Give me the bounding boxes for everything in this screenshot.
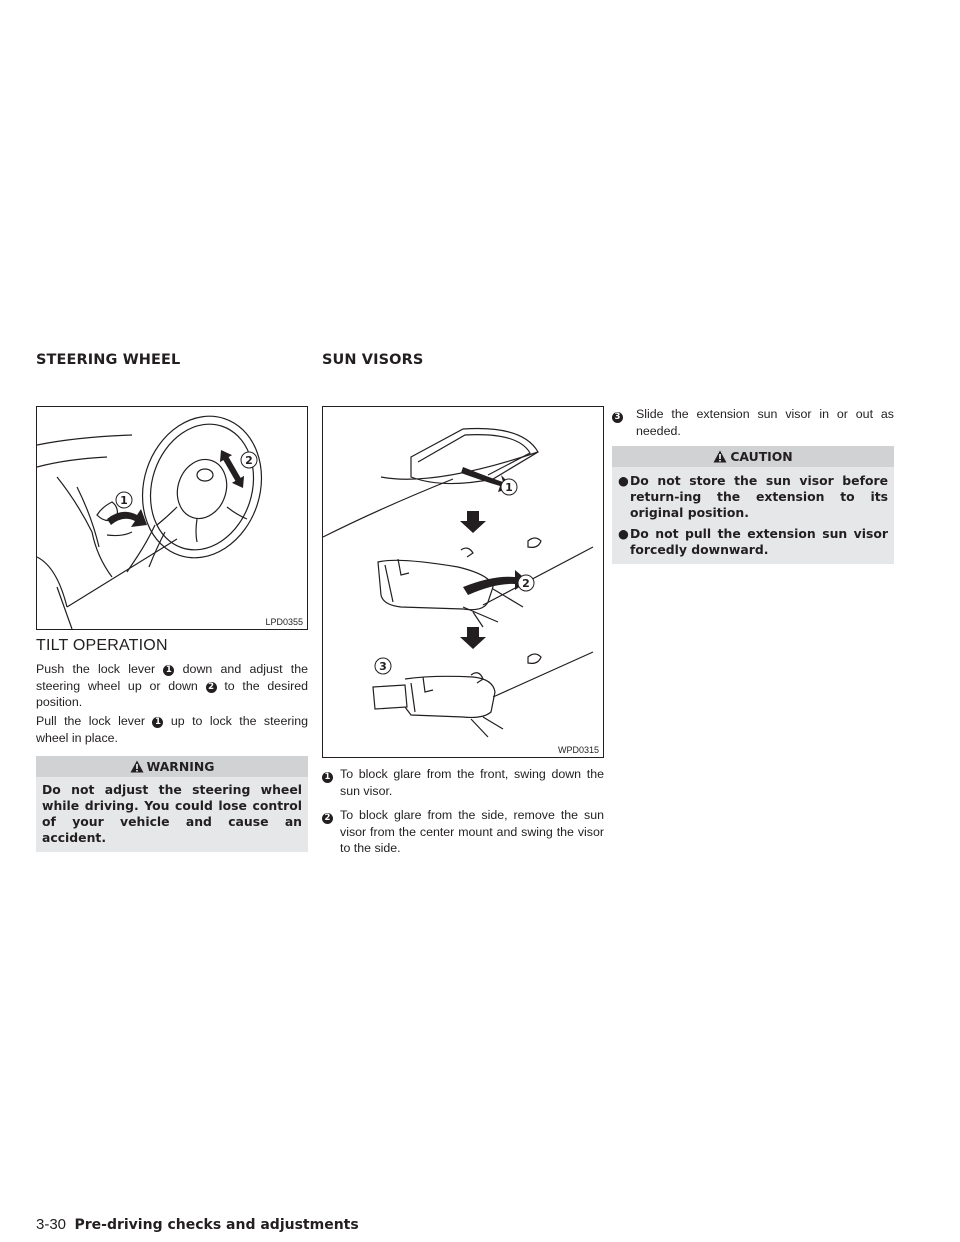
down-arrow-icon: [460, 627, 486, 649]
callout-number-icon: 3: [612, 412, 623, 423]
chapter-title: Pre-driving checks and adjustments: [74, 1217, 359, 1233]
lever-arrow-icon: [107, 509, 147, 527]
caution-title: CAUTION: [730, 449, 793, 464]
down-arrow-icon: [460, 511, 486, 533]
visor-step-3-row: [612, 406, 894, 439]
visor-step-1: [322, 766, 604, 799]
warning-header: [36, 756, 308, 777]
tilt-text: Push the lock lever: [36, 662, 156, 676]
figure-callout-1: 1: [120, 494, 128, 507]
callout-number-icon: 1: [163, 665, 174, 676]
tilt-operation-heading: TILT OPERATION: [36, 637, 168, 654]
tilt-text: to the desired position.: [36, 678, 308, 709]
tilt-paragraph-2: [36, 713, 308, 746]
visor-step-3: [612, 406, 894, 439]
page-footer: [36, 1216, 359, 1234]
caution-item: ● Do not store the sun visor before return-ing the extension to its original position.: [618, 473, 888, 520]
sun-visor-illustration: [323, 407, 603, 757]
callout-number-icon: 1: [152, 717, 163, 728]
visor-step-2: [322, 807, 604, 857]
callout-number-icon: 1: [322, 772, 333, 783]
warning-text: Do not adjust the steering wheel while driving. You could lose control of your vehicle and cause an accident.: [36, 777, 308, 852]
figure-callout-3: 3: [379, 660, 387, 673]
caution-box: [612, 446, 894, 564]
figure-code: LPD0355: [265, 617, 303, 627]
visor-step-text: To block glare from the side, remove the sun visor from the center mount and swing the visor to the side.: [340, 808, 604, 855]
steering-wheel-figure: [36, 406, 308, 630]
caution-item-text: Do not store the sun visor before return-ing the extension to its original position.: [630, 473, 888, 520]
callout-number-icon: 2: [206, 682, 217, 693]
caution-body: [612, 467, 894, 564]
figure-code: WPD0315: [557, 745, 599, 755]
visor-steps: [322, 766, 604, 857]
figure-callout-1: 1: [505, 481, 513, 494]
tilt-paragraph-1: [36, 661, 308, 711]
warning-box: [36, 756, 308, 852]
warning-triangle-icon: [130, 760, 144, 773]
tilt-text: down and adjust the steering wheel up or down: [36, 662, 308, 693]
sun-visor-figure: [322, 406, 604, 758]
section-title-steering-wheel: STEERING WHEEL: [36, 352, 181, 368]
figure-callout-2: 2: [245, 454, 253, 467]
caution-item: ● Do not pull the extension sun visor forcedly downward.: [618, 526, 888, 557]
warning-title: WARNING: [146, 759, 215, 774]
caution-item-text: Do not pull the extension sun visor forcedly downward.: [630, 526, 888, 557]
figure-callout-2: 2: [522, 577, 530, 590]
callout-number-icon: 2: [322, 813, 333, 824]
tilt-text: Pull the lock lever: [36, 714, 146, 728]
tilt-text: up to lock the steering wheel in place.: [36, 714, 308, 745]
visor-step-text: Slide the extension sun visor in or out as needed.: [636, 407, 894, 438]
warning-triangle-icon: [713, 450, 727, 463]
section-title-sun-visors: SUN VISORS: [322, 352, 424, 368]
page-number: 3-30: [36, 1216, 67, 1233]
steering-wheel-illustration: [37, 407, 307, 629]
caution-header: [612, 446, 894, 467]
visor-step-text: To block glare from the front, swing down the sun visor.: [340, 767, 604, 798]
